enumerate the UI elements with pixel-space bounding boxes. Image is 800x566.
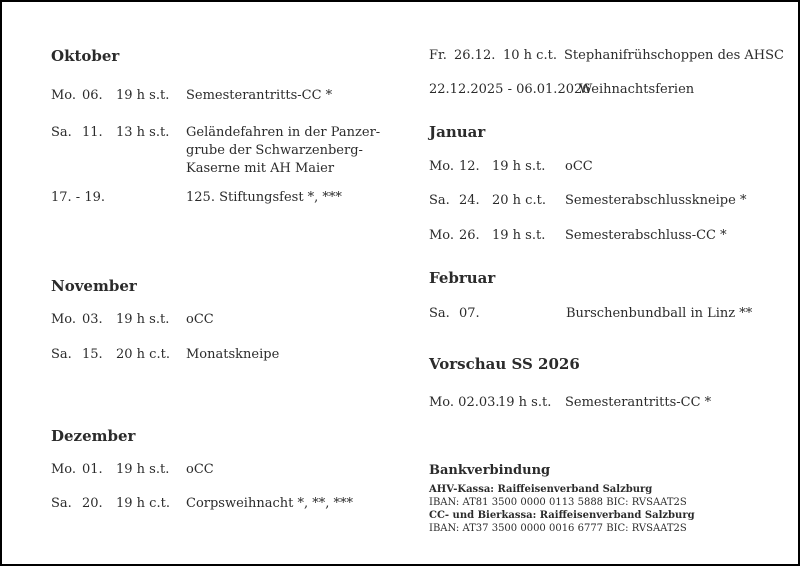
- event-day: Sa.: [429, 306, 450, 321]
- event-time: 20 h c.t.: [116, 347, 170, 362]
- event-time: 13 h s.t.: [116, 125, 170, 140]
- event-day: Mo.: [51, 88, 77, 103]
- event-date: 24.: [459, 193, 480, 208]
- event-description: 125. Stiftungsfest *, ***: [186, 190, 342, 205]
- event-date: 01.: [82, 462, 103, 477]
- event-day: Sa.: [51, 496, 72, 511]
- event-date: 12.: [459, 159, 480, 174]
- event-time: 10 h c.t.: [503, 48, 557, 63]
- month-heading-november: November: [51, 277, 137, 295]
- event-time: 20 h c.t.: [492, 193, 546, 208]
- event-time: 19 h c.t.: [116, 496, 170, 511]
- event-time: 19 h s.t.: [116, 462, 170, 477]
- event-description: oCC: [186, 462, 214, 477]
- month-heading-dezember: Dezember: [51, 427, 136, 445]
- event-description: Semesterantritts-CC *: [565, 395, 712, 410]
- bank-account-name: AHV-Kassa: Raiffeisenverband Salzburg: [429, 484, 653, 495]
- bank-account-name: CC- und Bierkassa: Raiffeisenverband Salzburg: [429, 510, 695, 521]
- event-description: Semesterantritts-CC *: [186, 88, 333, 103]
- bank-heading: Bankverbindung: [429, 463, 551, 478]
- event-time: 19 h s.t.: [116, 312, 170, 327]
- event-row: [51, 124, 411, 184]
- event-date: 06.: [82, 88, 103, 103]
- event-date-range: 17. - 19.: [51, 190, 106, 205]
- event-day: Fr.: [429, 48, 447, 63]
- event-description: Semesterabschluss-CC *: [565, 228, 727, 243]
- event-description: Burschenbundball in Linz **: [566, 306, 753, 321]
- event-time: 19 h s.t.: [492, 159, 546, 174]
- bank-iban: IBAN: AT81 3500 0000 0113 5888 BIC: RVSAAT2S: [429, 497, 687, 508]
- event-description: oCC: [186, 312, 214, 327]
- event-day: Mo.: [429, 228, 455, 243]
- event-description-line: grube der Schwarzenberg-: [186, 143, 363, 158]
- event-day-date: Mo. 02.03.: [429, 395, 500, 410]
- event-description: Semesterabschlusskneipe *: [565, 193, 747, 208]
- event-time: 19 h s.t.: [116, 88, 170, 103]
- event-date: 11.: [82, 125, 103, 140]
- event-day: Sa.: [51, 125, 72, 140]
- event-description-line: Geländefahren in der Panzer-: [186, 125, 381, 140]
- event-time: 19 h s.t.: [492, 228, 546, 243]
- event-description: Weihnachtsferien: [579, 82, 695, 97]
- event-description-line: Kaserne mit AH Maier: [186, 161, 335, 176]
- event-day: Mo.: [51, 312, 77, 327]
- bank-iban: IBAN: AT37 3500 0000 0016 6777 BIC: RVSAAT2S: [429, 523, 687, 534]
- event-description: [186, 124, 380, 178]
- event-date: 15.: [82, 347, 103, 362]
- event-day: Mo.: [51, 462, 77, 477]
- month-heading-januar: Januar: [429, 123, 486, 141]
- event-date: 03.: [82, 312, 103, 327]
- event-description: Stephanifrühschoppen des AHSC: [564, 48, 784, 63]
- event-date: 20.: [82, 496, 103, 511]
- event-description: Monatskneipe: [186, 347, 280, 362]
- event-time: 19 h s.t.: [498, 395, 552, 410]
- event-description: oCC: [565, 159, 593, 174]
- event-day: Sa.: [429, 193, 450, 208]
- event-day: Mo.: [429, 159, 455, 174]
- event-date: 26.: [459, 228, 480, 243]
- event-date: 07.: [459, 306, 480, 321]
- event-date: 26.12.: [454, 48, 496, 63]
- month-heading-oktober: Oktober: [51, 47, 120, 65]
- month-heading-februar: Februar: [429, 269, 496, 287]
- right-column: [412, 2, 798, 564]
- section-heading-vorschau: Vorschau SS 2026: [429, 355, 580, 373]
- event-date-range: 22.12.2025 - 06.01.2026: [429, 82, 591, 97]
- event-day: Sa.: [51, 347, 72, 362]
- event-description: Corpsweihnacht *, **, ***: [186, 496, 353, 511]
